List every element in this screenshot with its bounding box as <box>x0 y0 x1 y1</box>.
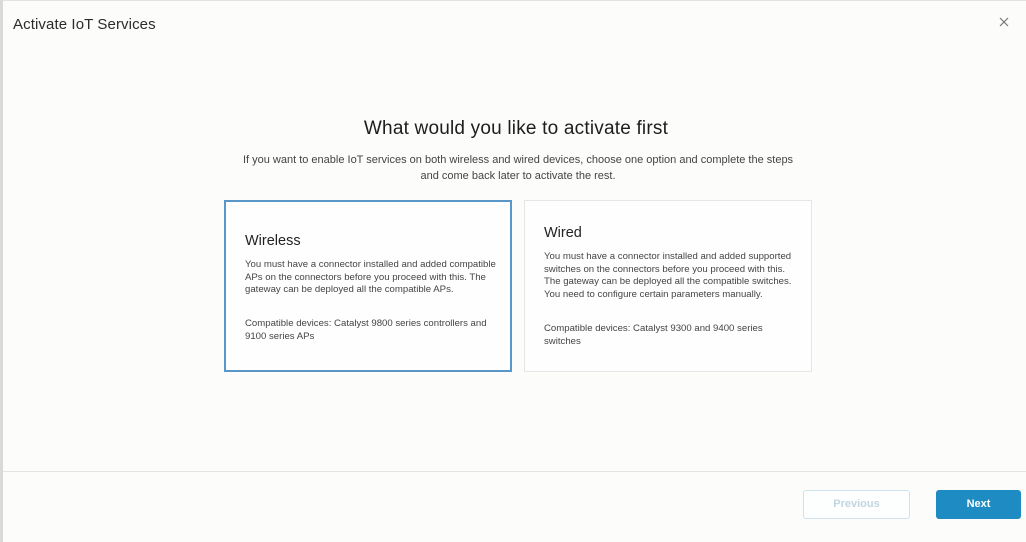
option-card-wireless[interactable] <box>224 200 512 372</box>
option-title-wireless: Wireless <box>245 233 301 249</box>
page-heading: What would you like to activate first <box>363 118 669 139</box>
option-title-wired: Wired <box>544 225 582 241</box>
dialog-header <box>3 1 1026 49</box>
footer-divider <box>3 471 1026 472</box>
page-subtext: If you want to enable IoT services on both wireless and wired devices, choose one option and complete the steps and come back later to activate the rest. <box>242 154 794 182</box>
option-description-wireless: You must have a connector installed and added compatible APs on the connectors before you proceed with this. The gateway can be deployed all the compatible APs. <box>245 259 496 295</box>
option-compatible-wired: Compatible devices: Catalyst 9300 and 9400 series switches <box>544 323 763 347</box>
option-compatible-wireless: Compatible devices: Catalyst 9800 series controllers and 9100 series APs <box>245 318 487 342</box>
close-button[interactable] <box>996 14 1012 30</box>
option-description-wired: You must have a connector installed and added supported switches on the connectors before you proceed with this. The gateway can be deployed all the compatible switches. You need to configure certain parameters manually. <box>544 251 792 300</box>
dialog-title: Activate IoT Services <box>13 16 156 33</box>
previous-button[interactable]: Previous <box>803 490 910 519</box>
close-icon <box>996 14 1012 30</box>
next-button[interactable]: Next <box>936 490 1021 519</box>
option-card-wired[interactable] <box>524 200 812 372</box>
